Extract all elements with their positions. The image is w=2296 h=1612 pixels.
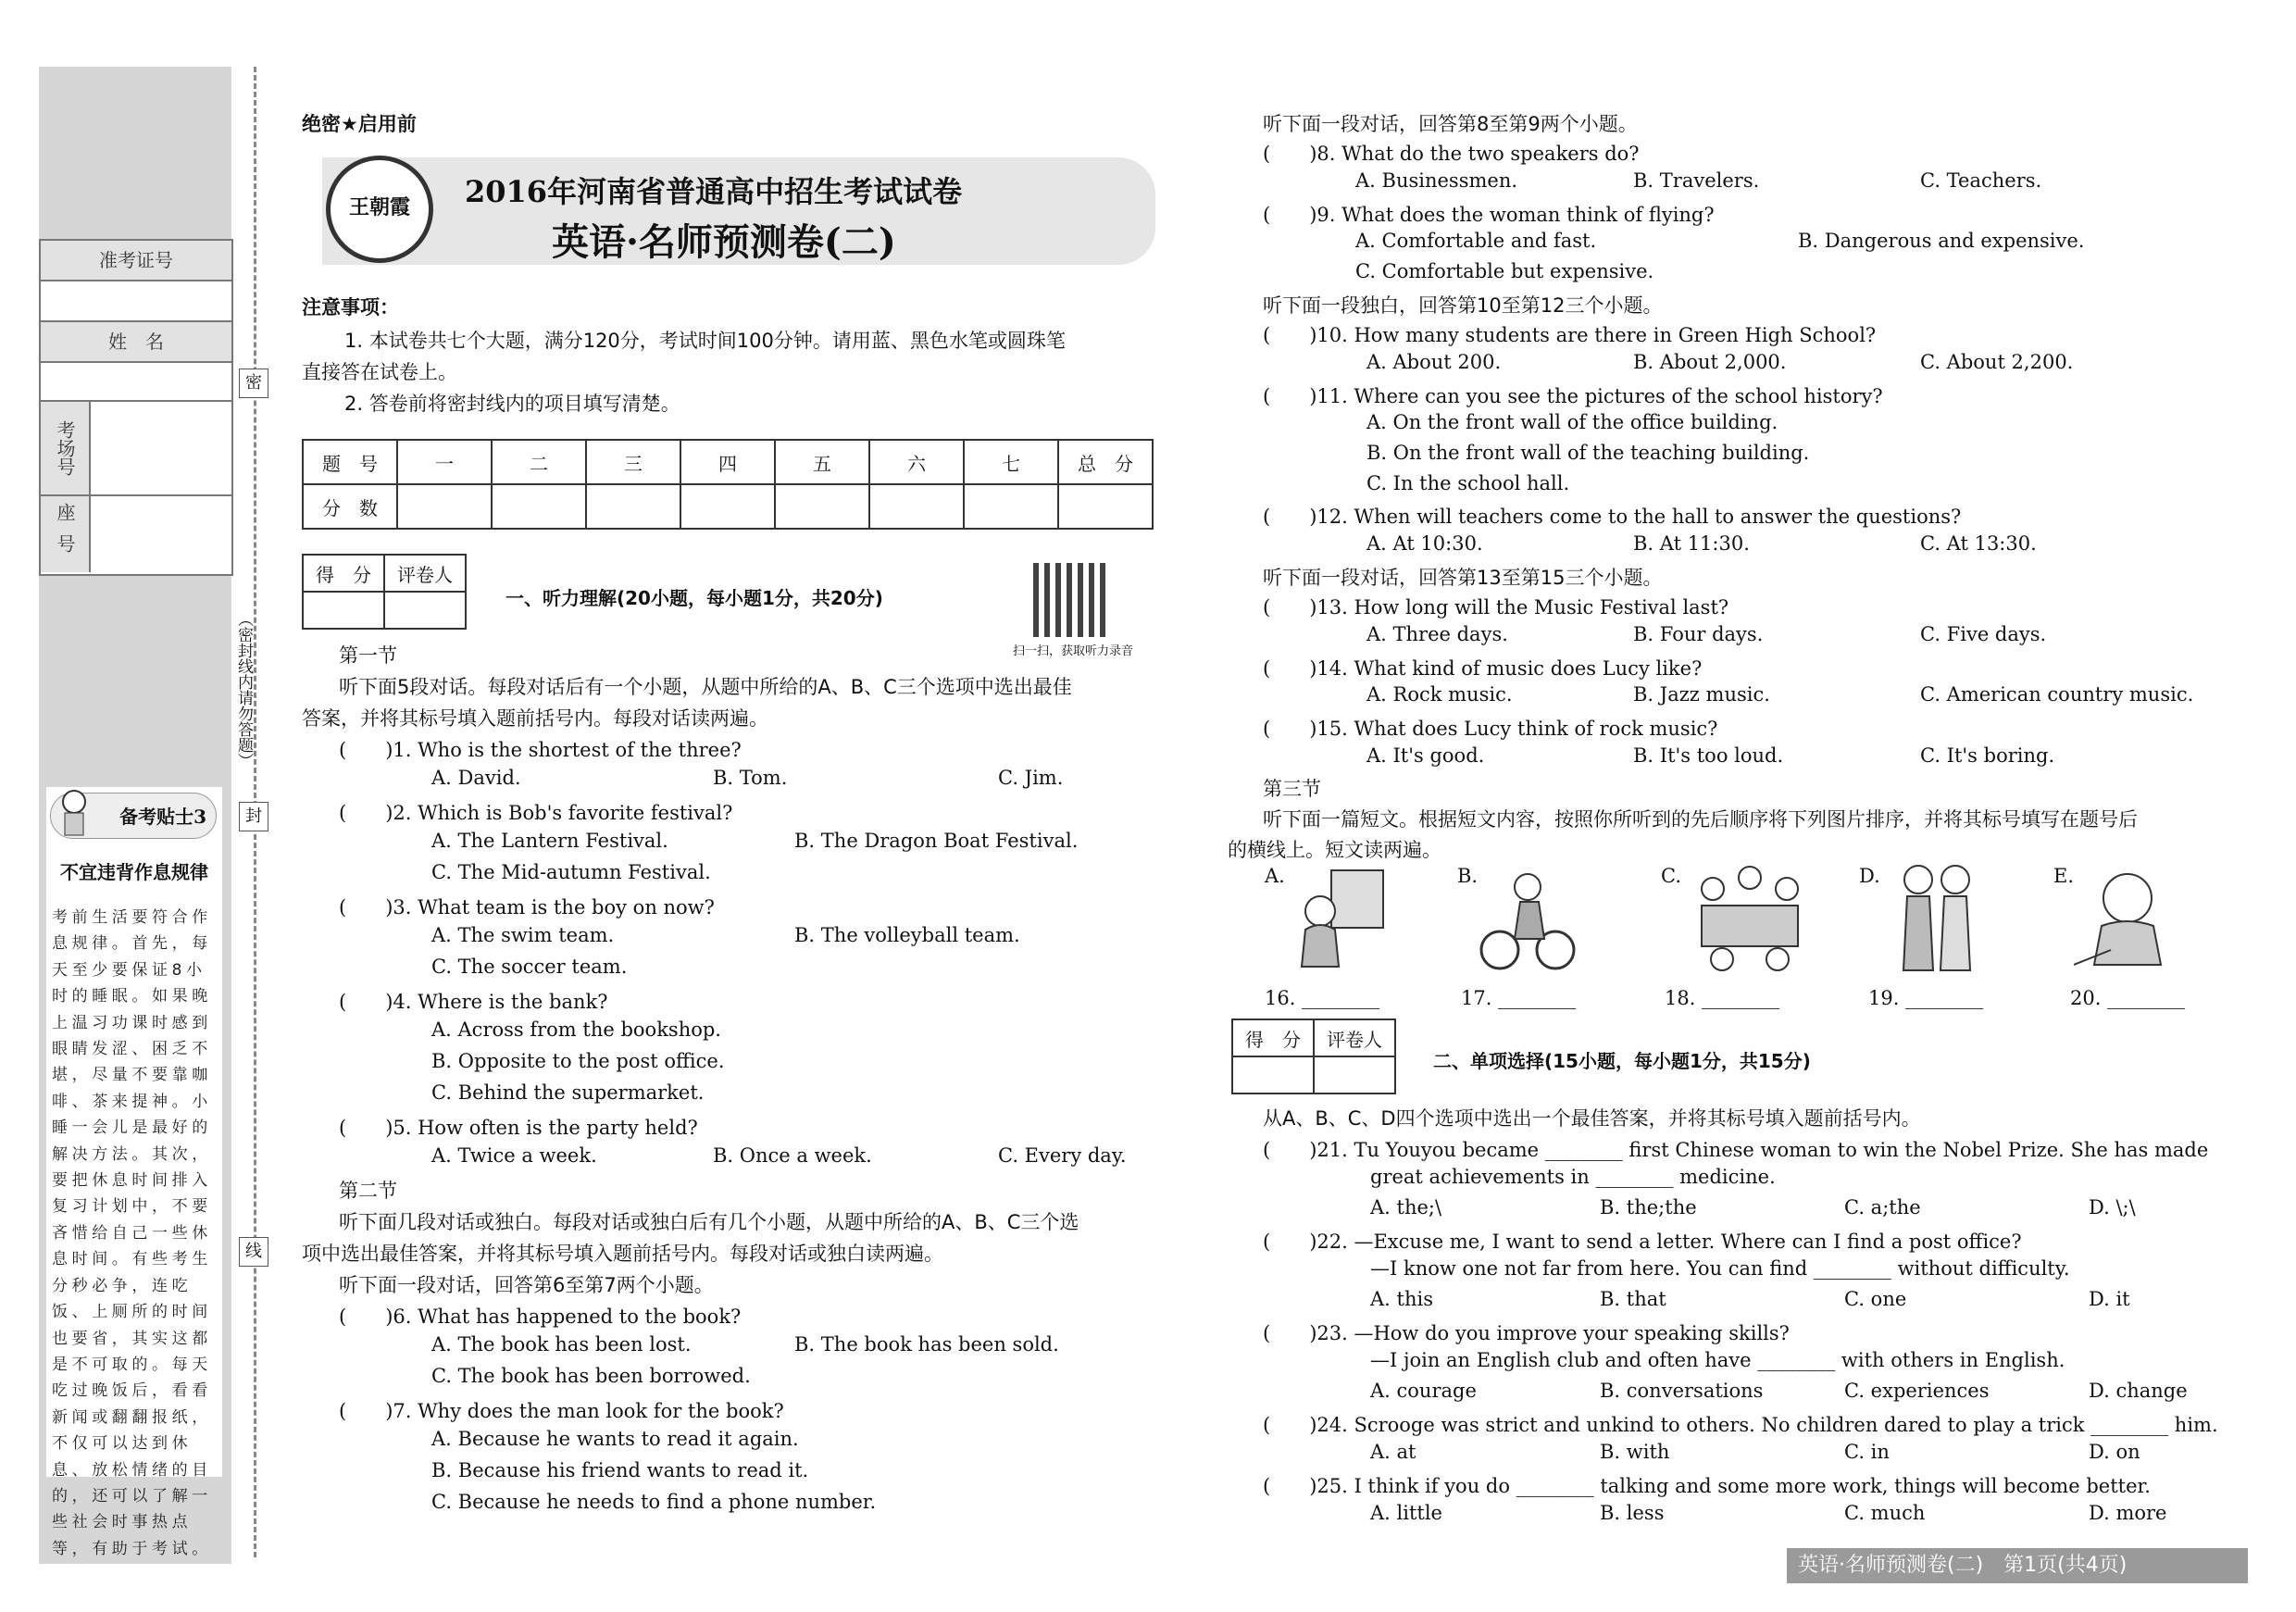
part2-heading: 第二节 xyxy=(339,1180,397,1202)
option-9a: A. Comfortable and fast. xyxy=(1355,230,1597,252)
option-8c: C. Teachers. xyxy=(1920,169,2042,192)
option-15c: C. It's boring. xyxy=(1920,744,2055,767)
option-25c: C. much xyxy=(1844,1502,1926,1524)
picture-writing-icon xyxy=(2074,861,2180,972)
part3-intro-b: 的横线上。短文读两遍。 xyxy=(1228,839,1441,861)
option-1a: A. David. xyxy=(431,767,521,789)
room-label: 考场号 xyxy=(41,402,91,494)
exam-title: 2016年河南省普通高中招生考试试卷 xyxy=(465,174,963,209)
option-12b: B. At 11:30. xyxy=(1633,532,1750,555)
grader-box-2 xyxy=(1231,1018,1396,1094)
tip-badge: 备考贴士3 xyxy=(50,793,217,839)
option-5b: B. Once a week. xyxy=(713,1144,872,1167)
question-23-cont: —I join an English club and often have ________ with others in English. xyxy=(1370,1349,2065,1371)
option-2a: A. The Lantern Festival. xyxy=(431,830,668,852)
mono-10-12-intro: 听下面一段独白，回答第10至第12三个小题。 xyxy=(1263,294,1663,317)
option-11b: B. On the front wall of the teaching building. xyxy=(1366,442,1810,464)
option-8b: B. Travelers. xyxy=(1633,169,1760,192)
option-9b: B. Dangerous and expensive. xyxy=(1798,230,2085,252)
option-25a: A. little xyxy=(1370,1502,1442,1524)
option-5a: A. Twice a week. xyxy=(431,1144,597,1167)
note-1a: 1. 本试卷共七个大题，满分120分，考试时间100分钟。请用蓝、黑色水笔或圆珠笔 xyxy=(344,330,1066,352)
option-14b: B. Jazz music. xyxy=(1633,683,1770,706)
option-25d: D. more xyxy=(2089,1502,2167,1524)
option-12a: A. At 10:30. xyxy=(1366,532,1483,555)
question-11: ( )11. Where can you see the pictures of the school history? xyxy=(1263,385,1883,407)
picture-friends-icon xyxy=(1883,859,1990,970)
score-header-cell: 题 号 xyxy=(303,440,397,484)
pic-label-b: B. xyxy=(1457,865,1479,887)
option-25b: B. less xyxy=(1600,1502,1665,1524)
part3-intro-a: 听下面一篇短文。根据短文内容，按照你所听到的先后顺序将下列图片排序，并将其标号填写在题号后 xyxy=(1263,808,2138,831)
grader-reviewer-cell[interactable] xyxy=(1314,1056,1395,1093)
pic-label-a: A. xyxy=(1265,865,1285,887)
option-4b: B. Opposite to the post office. xyxy=(431,1050,725,1072)
seat-label: 座号 xyxy=(41,496,91,572)
question-9: ( )9. What does the woman think of flying? xyxy=(1263,204,1715,226)
seal-mark-2: 封 xyxy=(239,802,268,831)
score-header-cell: 一 xyxy=(397,440,492,484)
secret-label: 绝密★启用前 xyxy=(302,113,417,135)
part1-intro-b: 答案，并将其标号填入题前括号内。每段对话读两遍。 xyxy=(302,707,768,730)
option-5c: C. Every day. xyxy=(998,1144,1127,1167)
part2-intro-a: 听下面几段对话或独白。每段对话或独白后有几个小题，从题中所给的A、B、C三个选 xyxy=(339,1211,1079,1233)
room-row[interactable] xyxy=(41,402,231,496)
blank-17[interactable]: 17. ________ xyxy=(1461,987,1577,1009)
option-24c: C. in xyxy=(1844,1441,1890,1463)
part1-heading: 第一节 xyxy=(339,644,397,667)
exam-subtitle: 英语·名师预测卷(二) xyxy=(552,220,896,264)
option-15a: A. It's good. xyxy=(1366,744,1485,767)
question-1: ( )1. Who is the shortest of the three? xyxy=(339,739,742,761)
question-15: ( )15. What does Lucy think of rock music? xyxy=(1263,718,1718,740)
name-label: 姓 名 xyxy=(41,322,231,363)
exam-id-label: 准考证号 xyxy=(41,241,231,281)
note-1b: 直接答在试卷上。 xyxy=(302,361,457,383)
question-13: ( )13. How long will the Music Festival last? xyxy=(1263,596,1729,619)
option-4c: C. Behind the supermarket. xyxy=(431,1081,705,1104)
question-21-cont: great achievements in ________ medicine. xyxy=(1370,1166,1776,1188)
option-23b: B. conversations xyxy=(1600,1380,1764,1402)
option-21b: B. the;the xyxy=(1600,1196,1697,1218)
grader-reviewer-label: 评卷人 xyxy=(1314,1019,1395,1056)
question-2: ( )2. Which is Bob's favorite festival? xyxy=(339,802,733,824)
option-24a: A. at xyxy=(1370,1441,1416,1463)
pic-label-d: D. xyxy=(1859,865,1880,887)
part2-intro-b: 项中选出最佳答案，并将其标号填入题前括号内。每段对话或独白读两遍。 xyxy=(302,1243,943,1265)
option-7c: C. Because he needs to find a phone number. xyxy=(431,1491,877,1513)
option-23c: C. experiences xyxy=(1844,1380,1990,1402)
option-23a: A. courage xyxy=(1370,1380,1477,1402)
dialog-8-9-intro: 听下面一段对话，回答第8至第9两个小题。 xyxy=(1263,113,1638,135)
score-cell[interactable] xyxy=(397,484,492,529)
section2-intro: 从A、B、C、D四个选项中选出一个最佳答案，并将其标号填入题前括号内。 xyxy=(1263,1107,1921,1130)
dialog-13-15-intro: 听下面一段对话，回答第13至第15三个小题。 xyxy=(1263,567,1663,589)
option-14c: C. American country music. xyxy=(1920,683,2194,706)
option-1c: C. Jim. xyxy=(998,767,1064,789)
question-21: ( )21. Tu Youyou became ________ first Chinese woman to win the Nobel Prize. She has made xyxy=(1263,1139,2209,1161)
option-22d: D. it xyxy=(2089,1288,2130,1310)
candidate-info-box xyxy=(39,239,233,576)
grader-reviewer-cell[interactable] xyxy=(384,592,466,629)
option-7a: A. Because he wants to read it again. xyxy=(431,1428,799,1450)
name-field[interactable] xyxy=(41,363,231,402)
option-6b: B. The book has been sold. xyxy=(794,1333,1059,1356)
option-24d: D. on xyxy=(2089,1441,2140,1463)
option-13c: C. Five days. xyxy=(1920,623,2047,645)
page-footer xyxy=(1787,1548,2248,1583)
option-10a: A. About 200. xyxy=(1366,351,1502,373)
pic-label-c: C. xyxy=(1661,865,1681,887)
logo-text: 王朝霞 xyxy=(348,195,410,219)
option-10c: C. About 2,200. xyxy=(1920,351,2074,373)
question-7: ( )7. Why does the man look for the book? xyxy=(339,1400,784,1422)
part3-heading: 第三节 xyxy=(1263,778,1321,800)
question-22-cont: —I know one not far from here. You can find ________ without difficulty. xyxy=(1370,1257,2070,1280)
option-12c: C. At 13:30. xyxy=(1920,532,2037,555)
blank-16[interactable]: 16. ________ xyxy=(1265,987,1380,1009)
option-15b: B. It's too loud. xyxy=(1633,744,1784,767)
score-cell[interactable] xyxy=(680,484,775,529)
score-header-cell: 六 xyxy=(869,440,964,484)
grader-score-cell[interactable] xyxy=(303,592,384,629)
exam-tip-card xyxy=(46,787,222,1558)
option-6a: A. The book has been lost. xyxy=(431,1333,692,1356)
picture-dinner-icon xyxy=(1685,861,1815,972)
score-row-label: 分 数 xyxy=(303,484,397,529)
section2-title: 二、单项选择(15小题，每小题1分，共15分) xyxy=(1433,1050,1811,1072)
option-3a: A. The swim team. xyxy=(431,924,615,946)
score-cell[interactable] xyxy=(586,484,680,529)
grader-score-label: 得 分 xyxy=(1232,1019,1314,1056)
dialog-6-7-intro: 听下面一段对话，回答第6至第7两个小题。 xyxy=(339,1274,714,1296)
qr-code[interactable] xyxy=(1033,563,1107,637)
option-2c: C. The Mid-autumn Festival. xyxy=(431,861,711,883)
question-22: ( )22. —Excuse me, I want to send a letter. Where can I find a post office? xyxy=(1263,1231,2022,1253)
qr-caption: 扫一扫，获取听力录音 xyxy=(1013,644,1134,658)
grader-reviewer-label: 评卷人 xyxy=(384,555,466,592)
part1-intro-a: 听下面5段对话。每段对话后有一个小题，从题中所给的A、B、C三个选项中选出最佳 xyxy=(339,676,1072,698)
question-24: ( )24. Scrooge was strict and unkind to others. No children dared to play a trick ________ him. xyxy=(1263,1414,2218,1436)
question-3: ( )3. What team is the boy on now? xyxy=(339,896,715,918)
option-21c: C. a;the xyxy=(1844,1196,1921,1218)
option-21d: D. \;\ xyxy=(2089,1196,2136,1218)
grader-score-label: 得 分 xyxy=(303,555,384,592)
option-11c: C. In the school hall. xyxy=(1366,472,1570,494)
option-2b: B. The Dragon Boat Festival. xyxy=(794,830,1079,852)
score-cell[interactable] xyxy=(775,484,869,529)
option-3c: C. The soccer team. xyxy=(431,956,628,978)
option-7b: B. Because his friend wants to read it. xyxy=(431,1459,809,1481)
option-3b: B. The volleyball team. xyxy=(794,924,1020,946)
question-4: ( )4. Where is the bank? xyxy=(339,991,608,1013)
option-1b: B. Tom. xyxy=(713,767,788,789)
question-14: ( )14. What kind of music does Lucy like? xyxy=(1263,657,1703,680)
option-24b: B. with xyxy=(1600,1441,1670,1463)
seal-note: （密封线内请勿答题） xyxy=(234,611,253,769)
question-25: ( )25. I think if you do ________ talking and some more work, things will become better. xyxy=(1263,1475,2151,1497)
footer-text: 英语·名师预测卷(二) 第1页(共4页) xyxy=(1798,1554,2128,1577)
score-cell[interactable] xyxy=(1058,484,1153,529)
score-header-cell: 四 xyxy=(680,440,775,484)
blank-19[interactable]: 19. ________ xyxy=(1868,987,1984,1009)
grader-box-1 xyxy=(302,554,467,630)
question-10: ( )10. How many students are there in Green High School? xyxy=(1263,324,1877,346)
seat-row[interactable] xyxy=(41,496,231,572)
option-22b: B. that xyxy=(1600,1288,1666,1310)
question-5: ( )5. How often is the party held? xyxy=(339,1117,698,1139)
note-2: 2. 答卷前将密封线内的项目填写清楚。 xyxy=(344,393,680,415)
score-header-cell: 总 分 xyxy=(1058,440,1153,484)
grader-score-cell[interactable] xyxy=(1232,1056,1314,1093)
cartoon-icon xyxy=(54,787,94,843)
score-cell[interactable] xyxy=(964,484,1058,529)
option-21a: A. the;\ xyxy=(1370,1196,1442,1218)
tip-text: 考前生活要符合作息规律。首先，每天至少要保证8小时的睡眠。如果晚上温习功课时感到眼睛发涩、困乏不堪，尽量不要靠咖啡、茶来提神。小睡一会儿是最好的解决方法。其次，要把休息时间排入复习计划中，不要吝惜给自己一些休息时间。有些考生分秒必争，连吃饭、上厕所的时间也要省，其实这都是不可取的。每天吃过晚饭后，看看新闻或翻翻报纸，不仅可以达到休息、放松情绪的目的，还可以了解一些社会时事热点等，有助于考试。 xyxy=(52,908,212,1558)
question-12: ( )12. When will teachers come to the hall to answer the questions? xyxy=(1263,506,1962,528)
picture-cycling-icon xyxy=(1474,865,1580,976)
score-header-cell: 二 xyxy=(492,440,586,484)
picture-painting-icon xyxy=(1285,865,1391,976)
option-22a: A. this xyxy=(1370,1288,1433,1310)
option-14a: A. Rock music. xyxy=(1366,683,1513,706)
publisher-logo xyxy=(326,156,433,263)
option-9c: C. Comfortable but expensive. xyxy=(1355,260,1654,282)
option-13a: A. Three days. xyxy=(1366,623,1508,645)
blank-20[interactable]: 20. ________ xyxy=(2070,987,2186,1009)
seal-mark-1: 密 xyxy=(239,369,268,398)
option-10b: B. About 2,000. xyxy=(1633,351,1787,373)
option-22c: C. one xyxy=(1844,1288,1907,1310)
option-11a: A. On the front wall of the office building. xyxy=(1366,411,1778,433)
question-6: ( )6. What has happened to the book? xyxy=(339,1306,742,1328)
score-header-cell: 三 xyxy=(586,440,680,484)
exam-id-field[interactable] xyxy=(41,281,231,322)
blank-18[interactable]: 18. ________ xyxy=(1665,987,1780,1009)
score-header-cell: 七 xyxy=(964,440,1058,484)
tip-title: 不宜违背作息规律 xyxy=(60,861,208,883)
option-13b: B. Four days. xyxy=(1633,623,1764,645)
section1-title: 一、听力理解(20小题，每小题1分，共20分) xyxy=(505,587,883,609)
score-header-cell: 五 xyxy=(775,440,869,484)
score-cell[interactable] xyxy=(869,484,964,529)
option-4a: A. Across from the bookshop. xyxy=(431,1018,721,1041)
pic-label-e: E. xyxy=(2053,865,2075,887)
notes-heading: 注意事项： xyxy=(302,296,399,319)
question-23: ( )23. —How do you improve your speaking skills? xyxy=(1263,1322,1790,1344)
seal-mark-3: 线 xyxy=(239,1237,268,1267)
option-8a: A. Businessmen. xyxy=(1355,169,1518,192)
option-23d: D. change xyxy=(2089,1380,2188,1402)
score-table xyxy=(302,439,1154,530)
question-8: ( )8. What do the two speakers do? xyxy=(1263,143,1640,165)
score-cell[interactable] xyxy=(492,484,586,529)
option-6c: C. The book has been borrowed. xyxy=(431,1365,751,1387)
